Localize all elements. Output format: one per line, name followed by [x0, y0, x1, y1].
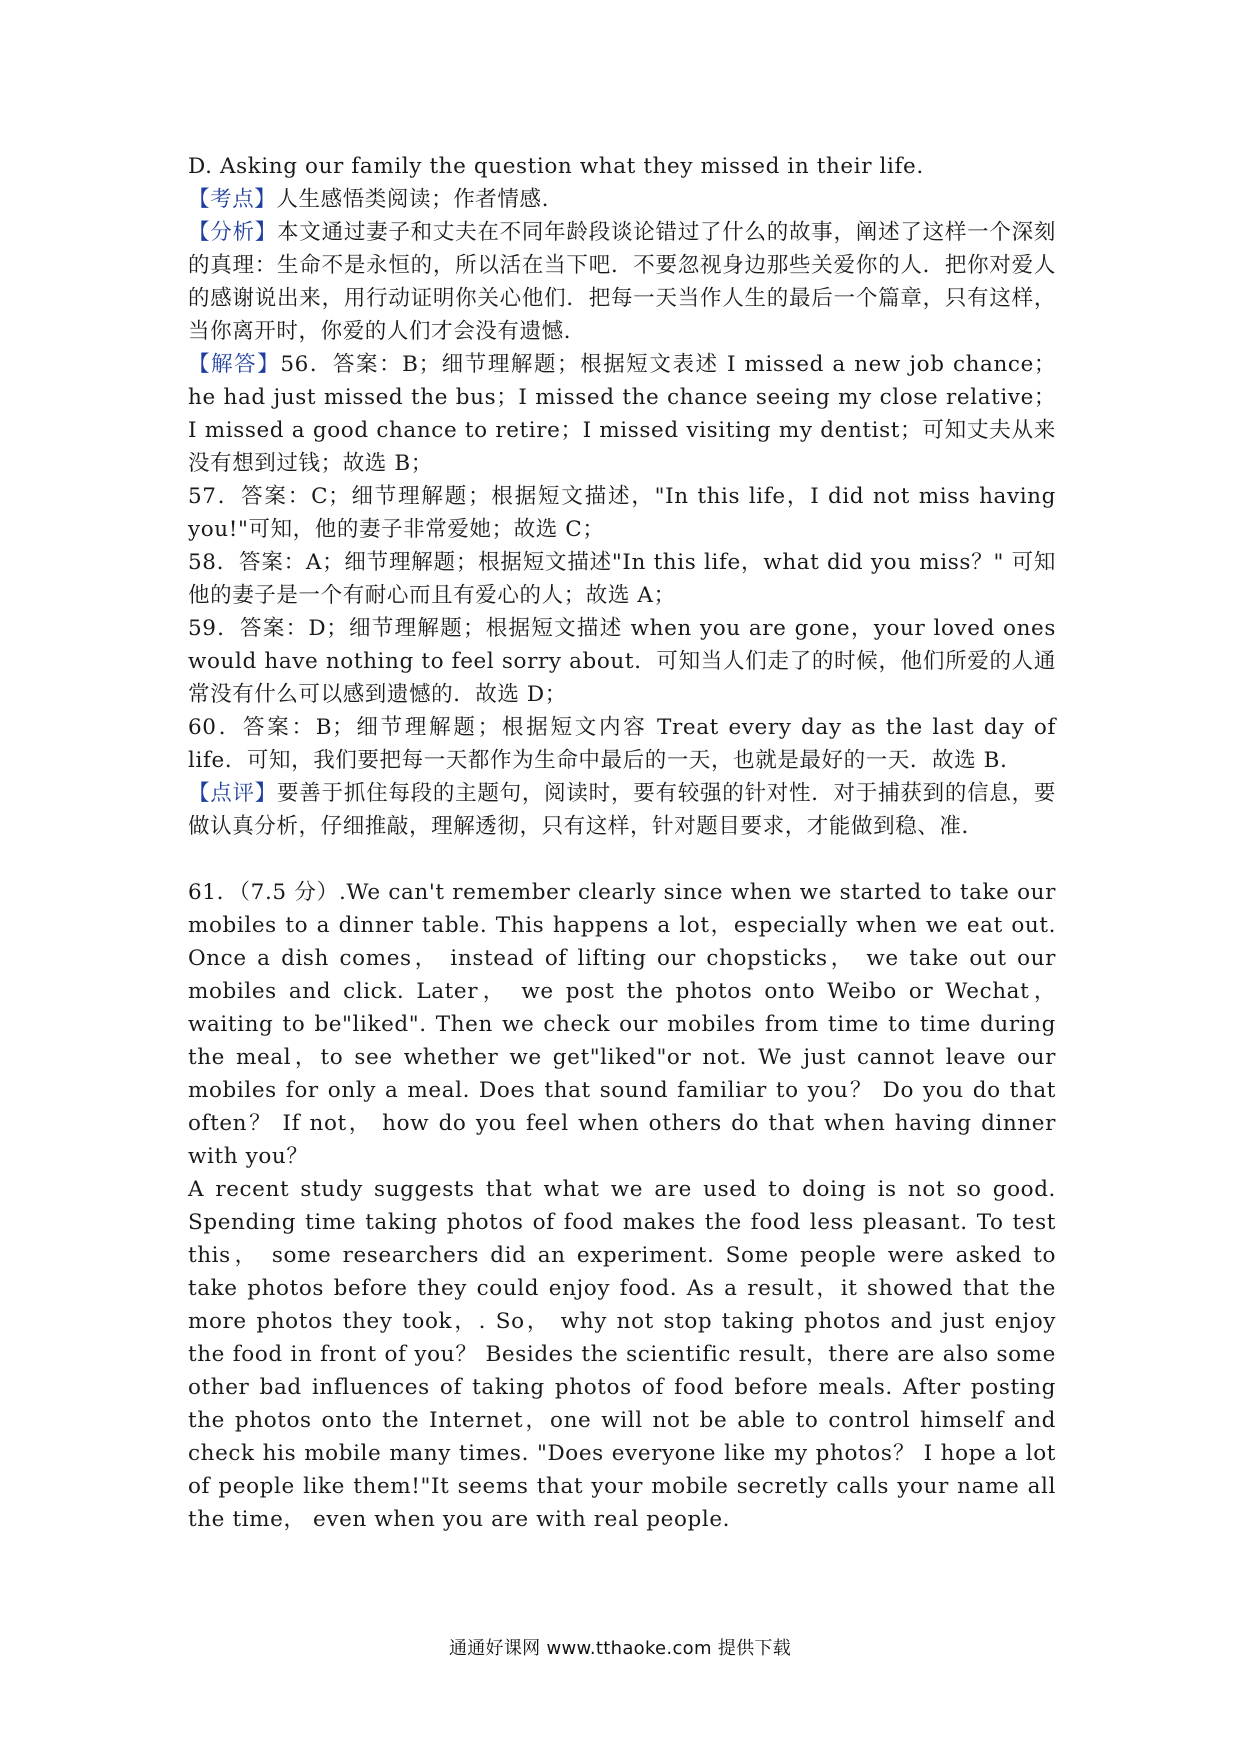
section-spacer	[188, 843, 1056, 876]
fenxi-tag: 【分析】	[188, 220, 278, 245]
question-61-paragraph-2: A recent study suggests that what we are used to doing is not so good. Spending time taking photos of food makes the food less pleasant. To test this， some researchers did an experiment. Some people were asked to take photos before they could enjoy food. As a result，it showed that the more photos they took，. So， why not stop taking photos and just enjoy the food in front of you？ Besides the scientific result，there are also some other bad influences of taking photos of food before meals. After posting the photos onto the Internet，one will not be able to control himself and check his mobile many times. "Does everyone like my photos？ I hope a lot of people like them!"It seems that your mobile secretly calls your name all the time， even when you are with real people.	[188, 1177, 1056, 1532]
answer-56: 56．答案：B；细节理解题；根据短文表述 I missed a new job chance；he had just missed the bus；I missed the chance seeing my close relative；I missed a good chance to retire；I missed visiting my dentist；可知丈夫从来没有想到过钱；故选 B；	[188, 352, 1056, 476]
jieda-tag: 【解答】	[188, 352, 281, 377]
answer-59: 59．答案：D；细节理解题；根据短文描述 when you are gone，your loved ones would have nothing to feel sorry about．可知当人们走了的时候，他们所爱的人通常没有什么可以感到遗憾的．故选 D；	[188, 616, 1056, 707]
fenxi-text: 本文通过妻子和丈夫在不同年龄段谈论错过了什么的故事，阐述了这样一个深刻的真理：生命不是永恒的，所以活在当下吧．不要忽视身边那些关爱你的人．把你对爱人的感谢说出来，用行动证明你关心他们．把每一天当作人生的最后一个篇章，只有这样，当你离开时，你爱的人们才会没有遗憾．	[188, 220, 1056, 344]
kaodian-tag: 【考点】	[188, 187, 277, 212]
kaodian-text: 人生感悟类阅读；作者情感.	[276, 187, 550, 212]
jieda-q56	[188, 348, 1056, 480]
answer-60: 60．答案：B；细节理解题；根据短文内容 Treat every day as the last day of life．可知，我们要把每一天都作为生命中最后的一天，也就是最好的一天．故选 B．	[188, 715, 1056, 773]
dianping-tag: 【点评】	[188, 781, 278, 806]
fenxi-section	[188, 216, 1056, 348]
footer-watermark: 通通好课网 www.tthaoke.com 提供下载	[448, 1638, 792, 1659]
document-body	[188, 150, 1056, 1536]
dianping-text: 要善于抓住每段的主题句，阅读时，要有较强的针对性．对于捕获到的信息，要做认真分析，仔细推敲，理解透彻，只有这样，针对题目要求，才能做到稳、准．	[188, 781, 1056, 839]
question-61-paragraph-1: 61．（7.5 分）.We can't remember clearly since when we started to take our mobiles to a dinner table. This happens a lot，especially when we eat out. Once a dish comes， instead of lifting our chopsticks， we take out our mobiles and click. Later， we post the photos onto Weibo or Wechat， waiting to be"liked". Then we check our mobiles from time to time during the meal，to see whether we get"liked"or not. We just cannot leave our mobiles for only a meal. Does that sound familiar to you？ Do you do that often？ If not， how do you feel when others do that when having dinner with you？	[188, 880, 1056, 1169]
kaodian-section	[188, 183, 1056, 216]
answer-58: 58．答案：A；细节理解题；根据短文描述"In this life，what did you miss？" 可知他的妻子是一个有耐心而且有爱心的人；故选 A；	[188, 550, 1056, 608]
dianping-section	[188, 777, 1056, 843]
option-d: D. Asking our family the question what they missed in their life.	[188, 154, 924, 179]
answer-57: 57．答案：C；细节理解题；根据短文描述，"In this life，I did not miss having you!"可知，他的妻子非常爱她；故选 C；	[188, 484, 1056, 542]
